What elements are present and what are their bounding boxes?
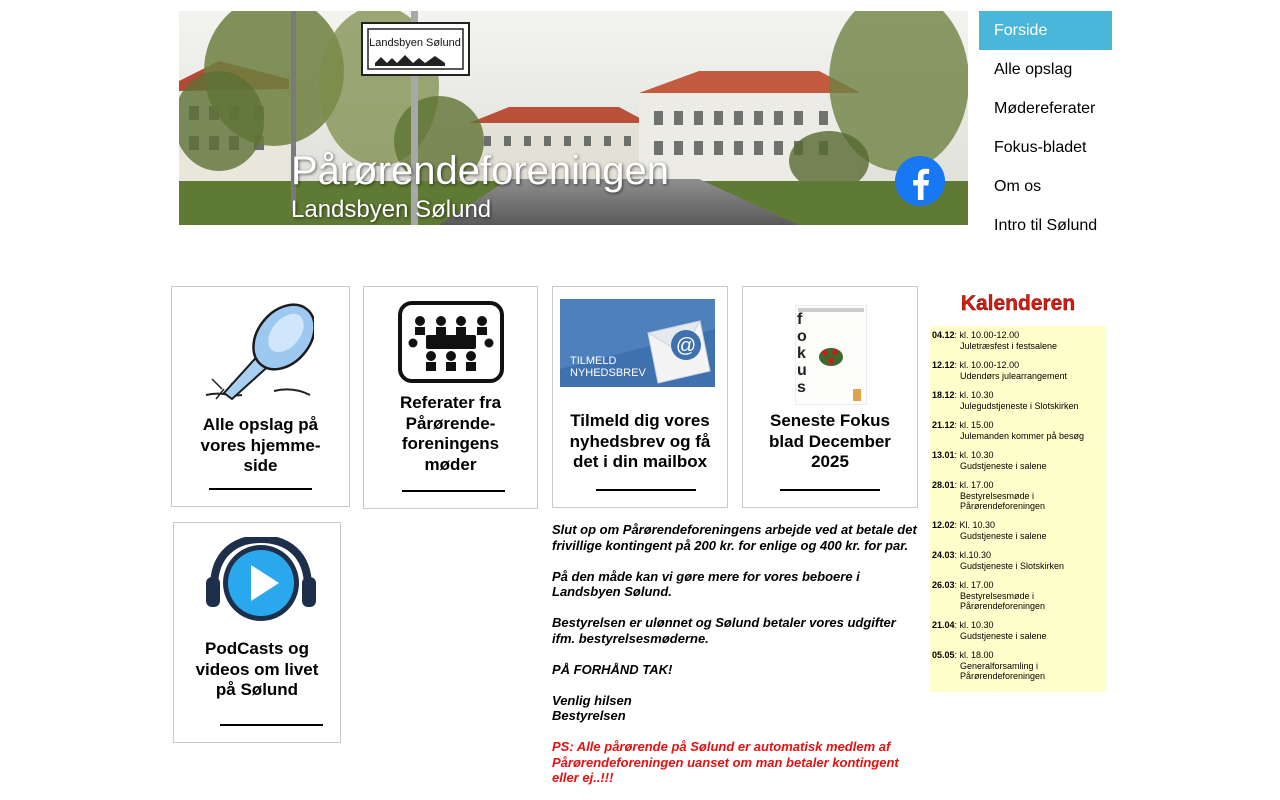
site-title: Pårørendeforeningen: [291, 149, 670, 193]
card-nyhedsbrev[interactable]: [552, 286, 728, 508]
calendar-entry: 05.05: kl. 18.00 Generalforsamling i Pårørendeforeningen: [932, 650, 1046, 681]
message-paragraph: På den måde kan vi gøre mere for vores beboere i Landsbyen Sølund.: [552, 568, 860, 599]
nav-item-forside[interactable]: Forside: [979, 11, 1112, 50]
nav-item-fokus-bladet[interactable]: Fokus-bladet: [994, 139, 1087, 156]
main-nav: [979, 11, 1112, 245]
calendar-title: Kalenderen: [960, 292, 1076, 315]
card-podcasts[interactable]: [173, 522, 341, 743]
signature-sender: Bestyrelsen: [552, 708, 626, 723]
card-fokus[interactable]: [742, 286, 918, 508]
calendar-entry: 13.01: kl. 10.30 Gudstjeneste i salene: [932, 450, 1047, 471]
calendar-entry: 21.04: kl. 10.30 Gudstjeneste i salene: [932, 620, 1047, 641]
card-referater[interactable]: [363, 286, 538, 509]
header-banner: [179, 11, 968, 225]
facebook-icon[interactable]: [895, 156, 945, 206]
membership-message: [552, 522, 922, 786]
card-divider: [780, 489, 880, 491]
card-divider: [402, 490, 505, 492]
svg-text:@: @: [675, 335, 697, 357]
card-alle-opslag[interactable]: [171, 286, 350, 507]
calendar-entry: 12.02: Kl. 10.30 Gudstjeneste i salene: [932, 520, 1047, 541]
message-paragraph: PÅ FORHÅND TAK!: [552, 661, 673, 677]
card-podcasts-label: PodCasts og videos om livet på Sølund: [195, 639, 319, 699]
card-referater-label: Referater fra Pårørende-foreningens møder: [399, 393, 502, 474]
calendar-entry: 24.03: kl.10.30 Gudstjeneste i Slotskirken: [932, 550, 1065, 571]
newsletter-image-text: TILMELD NYHEDSBREV: [570, 355, 646, 379]
card-divider: [209, 488, 312, 490]
calendar-body: [930, 326, 1106, 692]
signature-greeting: Venlig hilsen: [552, 692, 632, 708]
nav-item-modereferater[interactable]: Mødereferater: [994, 100, 1096, 117]
nav-item-alle-opslag[interactable]: Alle opslag: [994, 61, 1073, 78]
calendar-entry: 12.12: kl. 10.00-12.00 Udendørs julearrangement: [932, 360, 1068, 381]
card-divider: [220, 724, 323, 726]
calendar-panel[interactable]: [930, 290, 1106, 692]
fokus-image-text: fokus: [797, 311, 807, 396]
podcast-play-icon: [206, 537, 316, 623]
message-signature: [552, 693, 922, 724]
site-subtitle: Landsbyen Sølund: [291, 196, 492, 223]
calendar-entry: 28.01: kl. 17.00 Bestyrelsesmøde i Pårørendeforeningen: [932, 480, 1046, 511]
pin-icon: [202, 299, 314, 405]
card-nyhedsbrev-label: Tilmeld dig vores nyhedsbrev og få det i din mailbox: [569, 411, 711, 471]
nav-item-intro-til-solund[interactable]: Intro til Sølund: [994, 217, 1098, 234]
card-divider: [596, 489, 696, 491]
card-fokus-label: Seneste Fokus blad December 2025: [769, 411, 891, 471]
card-alle-opslag-label: Alle opslag på vores hjemme-side: [200, 415, 321, 475]
calendar-entry: 21.12: kl. 15.00 Julemanden kommer på besøg: [932, 420, 1085, 441]
calendar-entry: 04.12: kl. 10.00-12.00 Juletræsfest i festsalene: [932, 330, 1058, 351]
message-ps: PS: Alle pårørende på Sølund er automatisk medlem af Pårørendeforeningen uanset om man betaler kontingent eller ej..!!!: [552, 739, 899, 785]
meeting-icon: [398, 301, 504, 383]
message-paragraph: Bestyrelsen er ulønnet og Sølund betaler vores udgifter ifm. bestyrelsesmøderne.: [552, 615, 896, 646]
nav-item-om-os[interactable]: Om os: [994, 178, 1042, 195]
calendar-entry: 26.03: kl. 17.00 Bestyrelsesmøde i Pårørendeforeningen: [932, 580, 1046, 611]
banner-sign-text: Landsbyen Sølund: [369, 37, 461, 49]
message-paragraph: Slut op om Pårørendeforeningens arbejde ved at betale det frivillige kontingent på 200 kr. for enlige og 400 kr. for par.: [552, 522, 917, 553]
calendar-entry: 18.12: kl. 10.30 Julegudstjeneste i Slotskirken: [932, 390, 1079, 411]
